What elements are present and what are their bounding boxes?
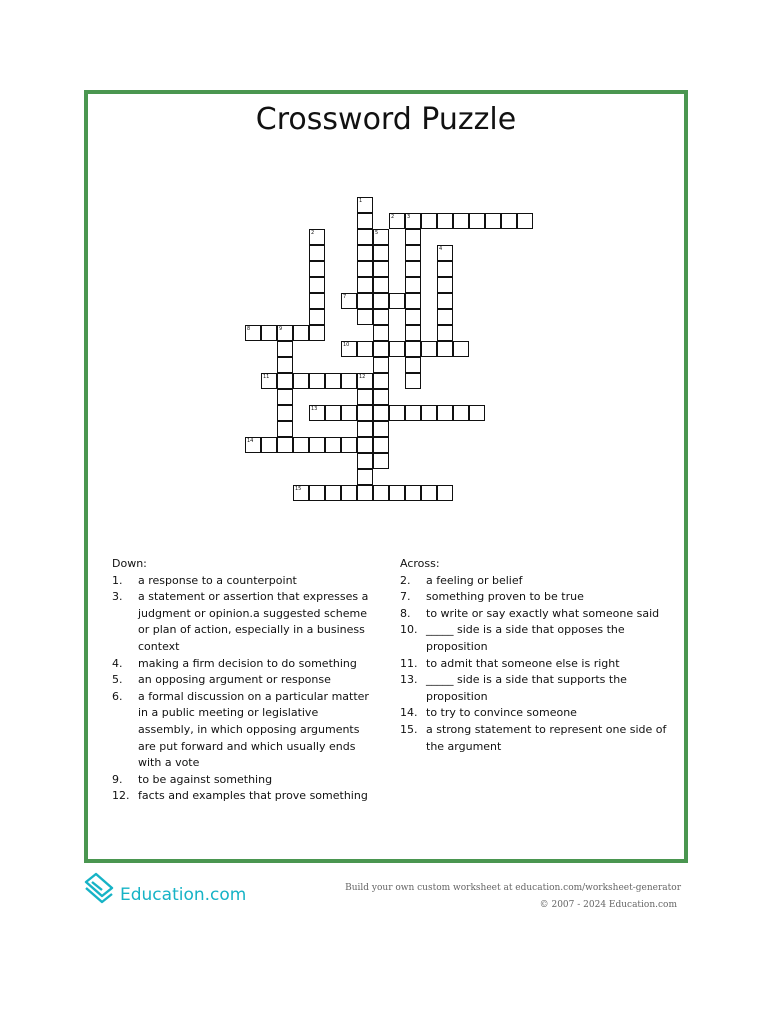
grid-cell[interactable] — [277, 341, 293, 357]
down-clue — [112, 689, 374, 772]
grid-cell[interactable] — [405, 277, 421, 293]
grid-cell[interactable] — [277, 325, 293, 341]
across-clue — [400, 705, 670, 722]
down-clue — [112, 573, 374, 590]
clue-text: to try to convince someone — [426, 706, 577, 720]
education-logo-icon — [82, 870, 118, 906]
across-clues — [400, 556, 670, 755]
cell-number: 3 — [407, 214, 411, 220]
clue-text: a strong statement to represent one side of the argument — [426, 722, 667, 753]
clue-text: to admit that someone else is right — [426, 656, 620, 670]
grid-cell[interactable] — [373, 373, 389, 389]
grid-cell[interactable] — [389, 341, 405, 357]
clue-number: 3. — [112, 590, 123, 604]
across-clue — [400, 656, 670, 673]
worksheet-frame — [84, 90, 688, 863]
grid-cell[interactable] — [421, 341, 437, 357]
grid-cell[interactable] — [421, 485, 437, 501]
grid-cell[interactable] — [373, 261, 389, 277]
grid-cell[interactable] — [293, 485, 309, 501]
grid-cell[interactable] — [373, 421, 389, 437]
grid-cell[interactable] — [485, 213, 501, 229]
grid-cell[interactable] — [405, 325, 421, 341]
cell-number: 13 — [311, 406, 318, 412]
grid-cell[interactable] — [357, 309, 373, 325]
grid-cell[interactable] — [421, 405, 437, 421]
grid-cell[interactable] — [405, 357, 421, 373]
grid-cell[interactable] — [293, 437, 309, 453]
clue-text: a statement or assertion that expresses a judgment or opinion.a suggested scheme or plan of action, especially in a business context — [138, 590, 369, 653]
clue-number: 11. — [400, 656, 418, 670]
grid-cell[interactable] — [341, 437, 357, 453]
grid-cell[interactable] — [373, 485, 389, 501]
across-clue — [400, 672, 670, 705]
clue-number: 15. — [400, 722, 418, 736]
grid-cell[interactable] — [309, 293, 325, 309]
down-heading: Down: — [112, 557, 147, 570]
grid-cell[interactable] — [357, 437, 373, 453]
across-clue — [400, 573, 670, 590]
grid-cell[interactable] — [373, 437, 389, 453]
grid-cell[interactable] — [373, 309, 389, 325]
grid-cell[interactable] — [357, 197, 373, 213]
across-clue — [400, 589, 670, 606]
cell-number: 15 — [295, 486, 302, 492]
grid-cell[interactable] — [373, 325, 389, 341]
clue-text: to be against something — [138, 772, 273, 786]
cell-number: 9 — [279, 326, 283, 332]
grid-cell[interactable] — [325, 373, 341, 389]
grid-cell[interactable] — [373, 453, 389, 469]
grid-cell[interactable] — [437, 213, 453, 229]
grid-cell[interactable] — [245, 325, 261, 341]
grid-cell[interactable] — [309, 309, 325, 325]
grid-cell[interactable] — [341, 293, 357, 309]
cell-number: 2 — [311, 230, 315, 236]
clue-number: 2. — [400, 573, 411, 587]
down-clues — [112, 556, 374, 805]
cell-number: 8 — [247, 326, 251, 332]
clue-text: _____ side is a side that opposes the proposition — [426, 623, 625, 653]
grid-cell[interactable] — [373, 357, 389, 373]
down-clue — [112, 672, 374, 689]
grid-cell[interactable] — [405, 293, 421, 309]
clue-number: 6. — [112, 689, 123, 703]
clue-number: 9. — [112, 772, 123, 786]
grid-cell[interactable] — [437, 405, 453, 421]
clue-number: 14. — [400, 706, 418, 720]
grid-cell[interactable] — [405, 309, 421, 325]
grid-cell[interactable] — [373, 277, 389, 293]
grid-cell[interactable] — [341, 373, 357, 389]
clue-number: 4. — [112, 656, 123, 670]
clue-number: 1. — [112, 573, 123, 587]
grid-cell[interactable] — [373, 389, 389, 405]
grid-cell[interactable] — [277, 389, 293, 405]
clue-text: making a firm decision to do something — [138, 656, 357, 670]
grid-cell[interactable] — [405, 213, 421, 229]
cell-number: 5 — [375, 230, 379, 236]
grid-cell[interactable] — [357, 453, 373, 469]
grid-cell[interactable] — [309, 405, 325, 421]
cell-number: 4 — [439, 246, 443, 252]
grid-cell[interactable] — [405, 229, 421, 245]
grid-cell[interactable] — [357, 341, 373, 357]
grid-cell[interactable] — [277, 437, 293, 453]
grid-cell[interactable] — [277, 373, 293, 389]
grid-cell[interactable] — [405, 373, 421, 389]
grid-cell[interactable] — [357, 389, 373, 405]
grid-cell[interactable] — [245, 437, 261, 453]
cell-number: 12 — [359, 374, 366, 380]
grid-cell[interactable] — [405, 261, 421, 277]
education-logo[interactable] — [82, 868, 252, 908]
grid-cell[interactable] — [277, 405, 293, 421]
grid-cell[interactable] — [437, 325, 453, 341]
grid-cell[interactable] — [389, 293, 405, 309]
grid-cell[interactable] — [453, 341, 469, 357]
cell-number: 7 — [343, 294, 347, 300]
grid-cell[interactable] — [325, 405, 341, 421]
cell-number: 1 — [359, 198, 363, 204]
grid-cell[interactable] — [309, 325, 325, 341]
grid-cell[interactable] — [357, 373, 373, 389]
clue-number: 13. — [400, 673, 418, 687]
down-clue — [112, 656, 374, 673]
grid-cell[interactable] — [309, 373, 325, 389]
grid-cell[interactable] — [501, 213, 517, 229]
down-clue — [112, 772, 374, 789]
clue-text: a response to a counterpoint — [138, 573, 297, 587]
grid-cell[interactable] — [261, 437, 277, 453]
clue-number: 7. — [400, 590, 411, 604]
grid-cell[interactable] — [309, 229, 325, 245]
grid-cell[interactable] — [309, 437, 325, 453]
grid-cell[interactable] — [373, 293, 389, 309]
grid-cell[interactable] — [357, 293, 373, 309]
crossword-grid — [88, 94, 684, 524]
grid-cell[interactable] — [341, 405, 357, 421]
grid-cell[interactable] — [373, 405, 389, 421]
grid-cell[interactable] — [453, 213, 469, 229]
grid-cell[interactable] — [357, 213, 373, 229]
grid-cell[interactable] — [293, 373, 309, 389]
grid-cell[interactable] — [517, 213, 533, 229]
brand-name: Education.com — [120, 885, 247, 905]
clue-text: a formal discussion on a particular matter in a public meeting or legislative assembly, in which opposing arguments are put forward and which usually ends with a vote — [138, 689, 369, 770]
down-clue — [112, 788, 374, 805]
clue-text: a feeling or belief — [426, 573, 523, 587]
grid-cell[interactable] — [405, 485, 421, 501]
across-clue — [400, 722, 670, 755]
grid-cell[interactable] — [357, 229, 373, 245]
grid-cell[interactable] — [437, 341, 453, 357]
grid-cell[interactable] — [405, 405, 421, 421]
clue-text: an opposing argument or response — [138, 673, 331, 687]
grid-cell[interactable] — [277, 357, 293, 373]
grid-cell[interactable] — [309, 485, 325, 501]
footer-generator-link[interactable]: Build your own custom worksheet at education.com/worksheet-generator — [345, 883, 681, 893]
grid-cell[interactable] — [357, 245, 373, 261]
grid-cell[interactable] — [437, 309, 453, 325]
across-clue — [400, 606, 670, 623]
clue-text: _____ side is a side that supports the proposition — [426, 673, 627, 703]
grid-cell[interactable] — [357, 277, 373, 293]
cell-number: 14 — [247, 438, 254, 444]
grid-cell[interactable] — [405, 245, 421, 261]
grid-cell[interactable] — [325, 485, 341, 501]
grid-cell[interactable] — [293, 325, 309, 341]
grid-cell[interactable] — [437, 245, 453, 261]
page-title: Crossword Puzzle — [255, 102, 517, 137]
grid-cell[interactable] — [405, 341, 421, 357]
cell-number: 2 — [391, 214, 395, 220]
grid-cell[interactable] — [373, 341, 389, 357]
grid-cell[interactable] — [341, 485, 357, 501]
clue-text: to write or say exactly what someone said — [426, 606, 660, 620]
down-clue — [112, 589, 374, 655]
grid-cell[interactable] — [357, 485, 373, 501]
grid-cell[interactable] — [309, 261, 325, 277]
cell-number: 11 — [263, 374, 270, 380]
grid-cell[interactable] — [357, 261, 373, 277]
clue-number: 5. — [112, 673, 123, 687]
footer-copyright: © 2007 - 2024 Education.com — [539, 900, 677, 910]
across-clue — [400, 622, 670, 655]
clue-number: 10. — [400, 623, 418, 637]
grid-cell[interactable] — [325, 437, 341, 453]
across-heading: Across: — [400, 557, 440, 570]
grid-cell[interactable] — [373, 245, 389, 261]
grid-cell[interactable] — [437, 261, 453, 277]
grid-cell[interactable] — [261, 325, 277, 341]
grid-cell[interactable] — [261, 373, 277, 389]
grid-cell[interactable] — [341, 341, 357, 357]
grid-cell[interactable] — [357, 469, 373, 485]
grid-cell[interactable] — [437, 293, 453, 309]
grid-cell[interactable] — [421, 213, 437, 229]
clue-number: 8. — [400, 606, 411, 620]
grid-cell[interactable] — [469, 405, 485, 421]
grid-cell[interactable] — [453, 405, 469, 421]
clue-text: facts and examples that prove something — [138, 789, 368, 803]
grid-cell[interactable] — [437, 277, 453, 293]
clue-text: something proven to be true — [426, 590, 584, 604]
grid-cell[interactable] — [389, 485, 405, 501]
grid-cell[interactable] — [309, 277, 325, 293]
clue-number: 12. — [112, 789, 130, 803]
grid-cell[interactable] — [373, 229, 389, 245]
grid-cell[interactable] — [389, 405, 405, 421]
grid-cell[interactable] — [277, 421, 293, 437]
grid-cell[interactable] — [357, 405, 373, 421]
grid-cell[interactable] — [437, 485, 453, 501]
grid-cell[interactable] — [357, 421, 373, 437]
cell-number: 10 — [343, 342, 350, 348]
grid-cell[interactable] — [389, 213, 405, 229]
grid-cell[interactable] — [309, 245, 325, 261]
grid-cell[interactable] — [469, 213, 485, 229]
